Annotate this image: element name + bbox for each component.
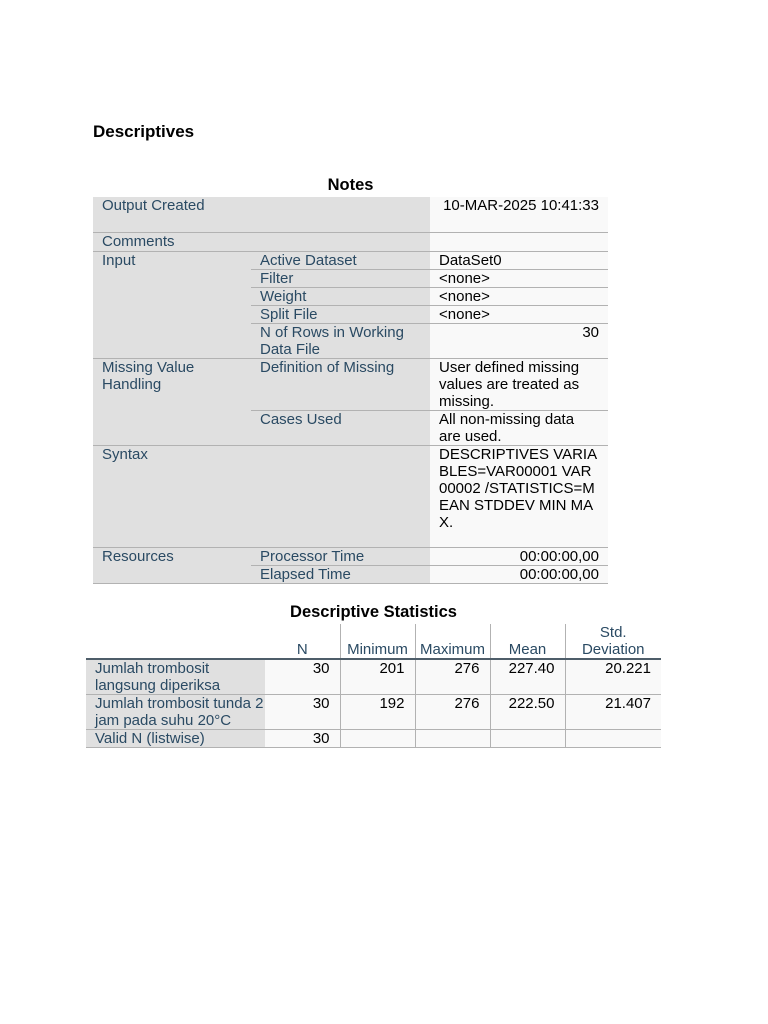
cases-used-label: Cases Used	[251, 410, 430, 445]
cell-maximum: 276	[415, 695, 490, 730]
split-file-label: Split File	[251, 305, 430, 323]
cell-mean: 227.40	[490, 659, 565, 695]
syntax-label: Syntax	[93, 445, 430, 547]
row-label: Valid N (listwise)	[86, 730, 265, 748]
table-row	[86, 730, 661, 748]
input-label: Input	[93, 251, 251, 358]
table-row	[86, 659, 661, 695]
cell-std-deviation: 20.221	[565, 659, 661, 695]
resources-label: Resources	[93, 547, 251, 583]
comments-label: Comments	[93, 232, 430, 251]
definition-of-missing-value: User defined missing values are treated as missing.	[430, 358, 608, 410]
processor-time-label: Processor Time	[251, 547, 430, 565]
weight-value: <none>	[430, 287, 608, 305]
n-rows-value: 30	[430, 323, 608, 358]
row-label: Jumlah trombosit tunda 2 jam pada suhu 20°C	[86, 695, 265, 730]
active-dataset-label: Active Dataset	[251, 251, 430, 269]
filter-value: <none>	[430, 269, 608, 287]
notes-title: Notes	[327, 176, 374, 194]
cell-minimum: 201	[340, 659, 415, 695]
weight-label: Weight	[251, 287, 430, 305]
filter-label: Filter	[251, 269, 430, 287]
missing-value-handling-label: Missing Value Handling	[93, 358, 251, 445]
column-header-mean: Mean	[490, 624, 565, 659]
cell-std-deviation	[565, 730, 661, 748]
cell-std-deviation: 21.407	[565, 695, 661, 730]
column-header-minimum: Minimum	[340, 624, 415, 659]
definition-of-missing-label: Definition of Missing	[251, 358, 430, 410]
table-row	[86, 695, 661, 730]
output-created-label: Output Created	[93, 197, 430, 232]
descriptive-statistics-table	[86, 624, 661, 748]
cell-maximum: 276	[415, 659, 490, 695]
split-file-value: <none>	[430, 305, 608, 323]
n-rows-label: N of Rows in Working Data File	[251, 323, 430, 358]
cell-minimum	[340, 730, 415, 748]
elapsed-time-value: 00:00:00,00	[430, 565, 608, 583]
cell-n: 30	[265, 695, 340, 730]
comments-value	[430, 232, 608, 251]
descriptive-statistics-title: Descriptive Statistics	[290, 603, 457, 621]
syntax-value: DESCRIPTIVES VARIABLES=VAR00001 VAR00002 /STATISTICS=MEAN STDDEV MIN MAX.	[430, 445, 608, 547]
notes-table	[93, 197, 608, 584]
cell-n: 30	[265, 730, 340, 748]
processor-time-value: 00:00:00,00	[430, 547, 608, 565]
cell-maximum	[415, 730, 490, 748]
cell-n: 30	[265, 659, 340, 695]
row-label: Jumlah trombosit langsung diperiksa	[86, 659, 265, 695]
active-dataset-value: DataSet0	[430, 251, 608, 269]
cell-mean: 222.50	[490, 695, 565, 730]
column-header-std-deviation: Std. Deviation	[565, 624, 661, 659]
column-header-n: N	[265, 624, 340, 659]
cell-minimum: 192	[340, 695, 415, 730]
cases-used-value: All non-missing data are used.	[430, 410, 608, 445]
output-created-value: 10-MAR-2025 10:41:33	[430, 197, 608, 232]
cell-mean	[490, 730, 565, 748]
page-heading: Descriptives	[93, 122, 195, 141]
corner-header	[86, 624, 265, 659]
column-header-maximum: Maximum	[415, 624, 490, 659]
elapsed-time-label: Elapsed Time	[251, 565, 430, 583]
